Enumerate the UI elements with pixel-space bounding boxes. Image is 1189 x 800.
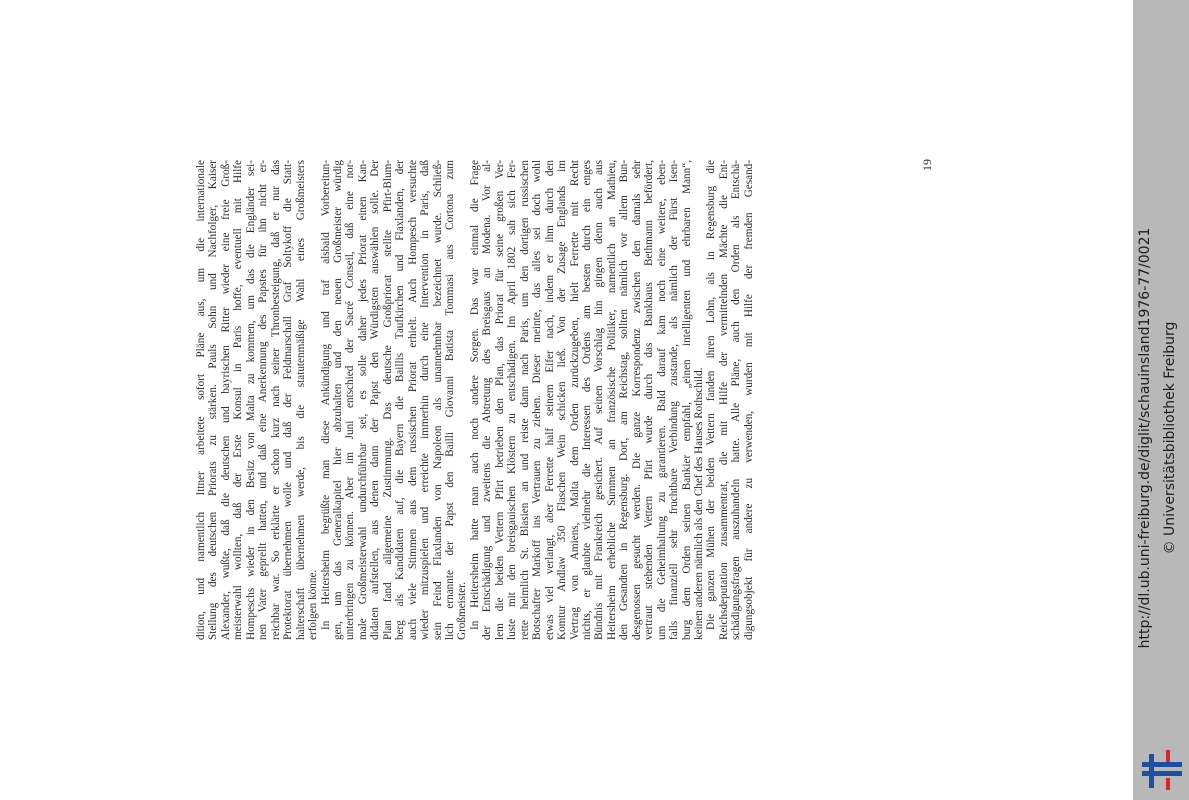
text-line: Bündnis mit Frankreich gesichert. Auf seinen Vorschlag hin gingen denn auch aus xyxy=(593,160,606,640)
text-line: Reichsdeputation zusammentrat, die mit Hilfe der vermittelnden Mächte die Ent- xyxy=(717,160,730,640)
text-line: meisterwahl wollten, daß der Erste Konsul in Paris hoffe, eventuell mit Hilfe xyxy=(232,160,245,640)
text-line: desgenossen gesucht werden. Die ganze Korrespondenz zwischen den damals sehr xyxy=(630,160,643,640)
text-line: rette heimlich St. Blasien an und reiste dann nach Paris, um den dortigen russischen xyxy=(518,160,531,640)
copyright-text: © Universitätsbibliothek Freiburg xyxy=(1162,321,1178,555)
text-line: auch viele Stimmen aus dem russischen Priorat erhielt. Auch Hompesch versuchte xyxy=(406,160,419,640)
logo-bar-blue-1 xyxy=(1142,762,1182,767)
text-line: digungsobjekt für andere zu verwenden, wurden mit Hilfe der fremden Gesand- xyxy=(742,160,755,640)
text-line: etwas viel verlangt, aber Ferrette half seinem Eifer nach, indem er ihm durch den xyxy=(543,160,556,640)
text-line: Protektorat übernehmen wolle und daß der Feldmarschall Graf Soltykoff die Statt- xyxy=(282,160,295,640)
text-line: halterschaft übernehmen werde, bis die statutenmäßige Wahl eines Großmeisters xyxy=(294,160,307,640)
text-line: berg als Kandidaten auf, die Bayern die Baillis Taufkirchen und Flaxlanden, der xyxy=(394,160,407,640)
text-line: der Entschädigung und zweitens die Abtretung des Breisgaus an Modena. Vor al- xyxy=(481,160,494,640)
text-line: vertraut stehenden Vettern Pfirt wurde durch das Bankhaus Bethmann befördert, xyxy=(643,160,656,640)
permalink-url[interactable]: http://dl.ub.uni-freiburg.de/diglit/schauinsland1976-77/0021 xyxy=(1137,227,1153,649)
text-line: lich ernannte der Papst den Bailli Giovanni Batista Tommasi aus Cortona zum xyxy=(444,160,456,640)
text-line: Komtur Andlaw 350 Flaschen Wein schicken ließ. Von der Zusage Englands im xyxy=(556,160,569,640)
text-line: um die Geheimhaltung zu garantieren. Bald darauf kam noch eine weitere, eben- xyxy=(655,160,668,640)
text-line: Hompeschs wieder in den Besitz von Malta zu kommen, um das die Engländer sei- xyxy=(244,160,257,640)
text-line: In Heitersheim hatte man auch noch andere Sorgen. Das war einmal die Frage xyxy=(468,160,481,630)
text-line: didaten aufstellen, aus denen dann der Papst den Würdigsten auswählen solle. Der xyxy=(369,160,382,640)
text-line: burg dem Orden seinen Bankier empfahl, „einen intelligenten und ehrbaren Mann“, xyxy=(680,160,693,640)
text-line: nen Vater geprellt hatten, und daß eine Anerkennung des Papstes für ihn nicht er- xyxy=(257,160,270,640)
text-line: sein Feind Flaxlanden von Napoleon als unannehmbar bezeichnet wurde. Schließ- xyxy=(431,160,444,640)
text-line: keinen anderen nämlich als den Chef des Hauses Rothschild. xyxy=(693,367,705,640)
text-line: Plan fand allgemeine Zustimmung. Das deutsche Großpriorat stellte Pfirt-Blum- xyxy=(381,160,394,640)
logo-stem-red-2 xyxy=(1166,778,1170,790)
logo-bar-blue-2 xyxy=(1142,771,1182,776)
page-text xyxy=(195,160,905,640)
text-line: lem die beiden Vettern Pfirt betrieben den Plan, das Priorat für seine großen Ver- xyxy=(493,160,506,640)
text-line: Stellung des deutschen Priorats zu stärken. Pauls Sohn und Nachfolger, Kaiser xyxy=(207,160,220,640)
text-line: dition, und namentlich Ittner arbeitete sofort Pläne aus, um die internationale xyxy=(195,160,207,640)
text-line: Vertrag von Amiens, Malta dem Orden zurückzugeben, hielt Ferrette mit Recht xyxy=(568,160,581,640)
text-line: schädigungsfragen auszuhandeln hatte. Alle Pläne, auch den Orden als Entschä- xyxy=(730,160,743,640)
text-line: falls finanziell sehr fruchtbare Verbindung zustande, als nämlich der Fürst Isen- xyxy=(668,160,681,640)
logo-stem-blue xyxy=(1149,754,1154,788)
text-line: Botschafter Markoff ins Vertrauen zu ziehen. Dieser meinte, das alles sei doch wohl xyxy=(531,160,544,640)
text-line: male Großmeisterwahl undurchführbar sei, es solle daher jedes Priorat einen Kan- xyxy=(356,160,369,640)
library-logo-icon xyxy=(1141,748,1183,792)
text-line: Heitersheim erhebliche Summen an französische Politiker, namentlich an Mathieu, xyxy=(605,160,618,640)
text-line: gen, um das Generalkapitel hier abzuhalten und den neuen Großmeister würdig xyxy=(331,160,344,640)
text-line: nichts, er glaubte vielmehr die Interessen des Ordens am besten durch ein enges xyxy=(580,160,593,640)
logo-stem-red xyxy=(1166,750,1170,762)
text-line: erfolgen könne. xyxy=(307,569,320,640)
page-number: 19 xyxy=(920,159,934,171)
text-line: Die ganzen Mühen der beiden Vettern fanden ihren Lohn, als in Regensburg die xyxy=(705,160,718,630)
text-line: Alexander, wußte, daß die deutschen und bayrischen Ritter wieder eine freie Groß- xyxy=(219,160,232,640)
text-line: wieder mitzuspielen und erreichte immerhin durch eine Intervention in Paris, daß xyxy=(419,160,432,640)
text-line: reichbar war. So erklärte er schon kurz nach seiner Thronbesteigung, daß er nur das xyxy=(269,160,282,640)
text-line: unterbringen zu können. Aber im Juni entschied der Sacré Conseil, daß eine nor- xyxy=(344,160,357,640)
text-line: Großmeister. xyxy=(456,581,469,640)
text-line: In Heitersheim begrüßte man diese Ankündigung und traf alsbald Vorbereitun- xyxy=(319,160,332,630)
text-line: den Gesandten in Regensburg. Dort, am Reichstag, sollten nämlich vor allem Bun- xyxy=(618,160,631,640)
text-line: luste mit den breisgauischen Klöstern zu entschädigen. Im April 1802 sah sich Fer- xyxy=(506,160,519,640)
